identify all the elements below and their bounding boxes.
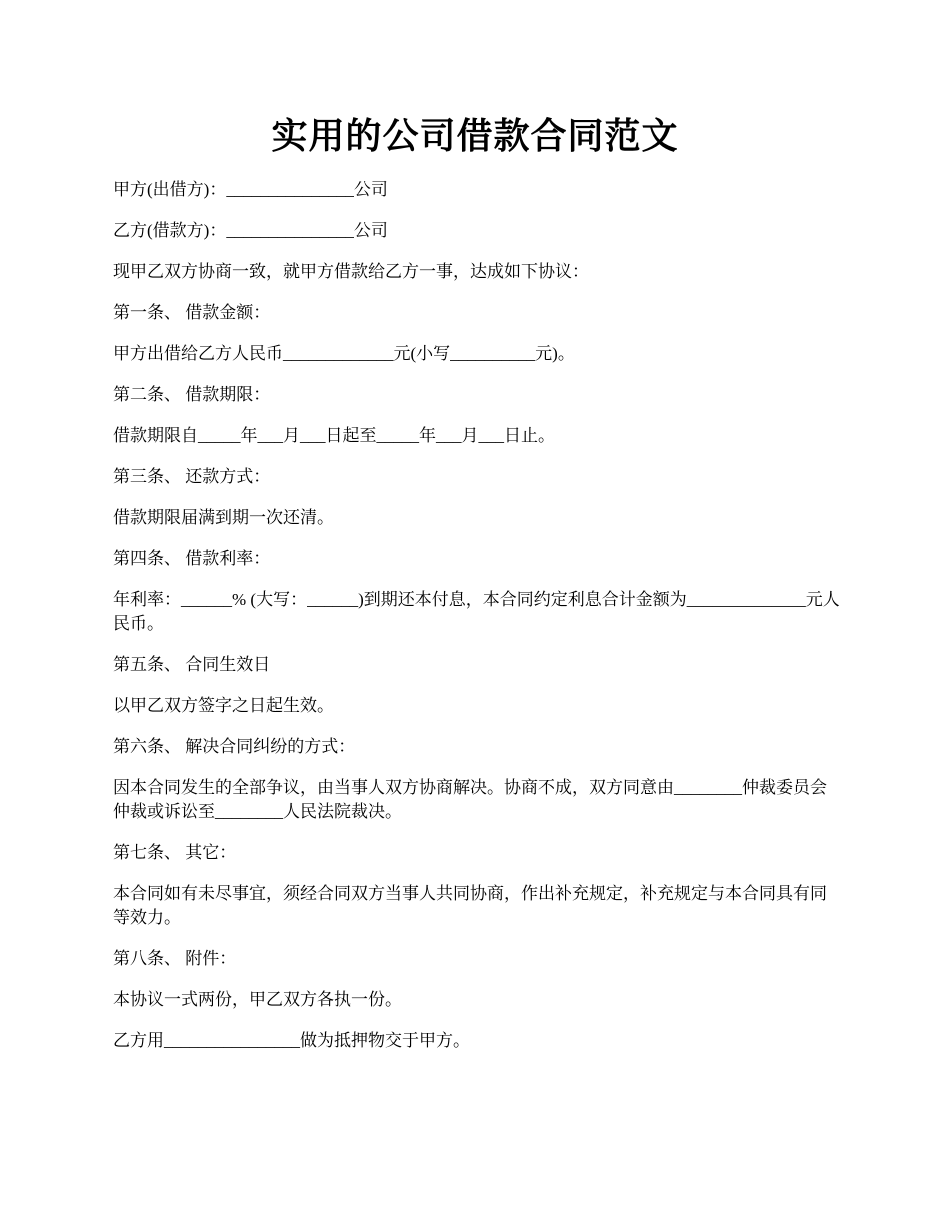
article-7-heading: 第七条、 其它： [113,843,237,862]
document-title: 实用的公司借款合同范文 [271,116,679,156]
article-5-text: 以甲乙双方签字之日起生效。 [113,696,334,715]
article-6-text: 因本合同发生的全部争议，由当事人双方协商解决。协商不成，双方同意由________仲裁委员会仲裁或诉讼至________人民法院裁决。 [113,778,827,821]
article-8-text: 本协议一式两份，甲乙双方各执一份。 [113,990,402,1009]
article-6-heading: 第六条、 解决合同纠纷的方式： [113,737,356,756]
article-7-text: 本合同如有未尽事宜，须经合同双方当事人共同协商，作出补充规定，补充规定与本合同具有同等效力。 [113,884,827,927]
article-3-heading: 第三条、 还款方式： [113,467,271,486]
party-a-line: 甲方(出借方)：_______________公司 [113,180,388,199]
party-b-line: 乙方(借款方)：_______________公司 [113,221,388,240]
document-body [113,178,841,1070]
article-3-text: 借款期限届满到期一次还清。 [113,508,334,527]
article-4-text: 年利率：______% (大写：______)到期还本付息，本合同约定利息合计金额为______________元人民币。 [113,590,840,633]
article-5-heading: 第五条、 合同生效日 [113,655,271,674]
article-2-text: 借款期限自_____年___月___日起至_____年___月___日止。 [113,426,555,445]
article-8-heading: 第八条、 附件： [113,949,237,968]
article-1-heading: 第一条、 借款金额： [113,303,271,322]
collateral-line: 乙方用________________做为抵押物交于甲方。 [113,1031,470,1050]
agreement-intro: 现甲乙双方协商一致，就甲方借款给乙方一事，达成如下协议： [113,262,589,281]
article-4-heading: 第四条、 借款利率： [113,549,271,568]
article-2-heading: 第二条、 借款期限： [113,385,271,404]
article-1-text: 甲方出借给乙方人民币_____________元(小写__________元)。 [113,344,575,363]
